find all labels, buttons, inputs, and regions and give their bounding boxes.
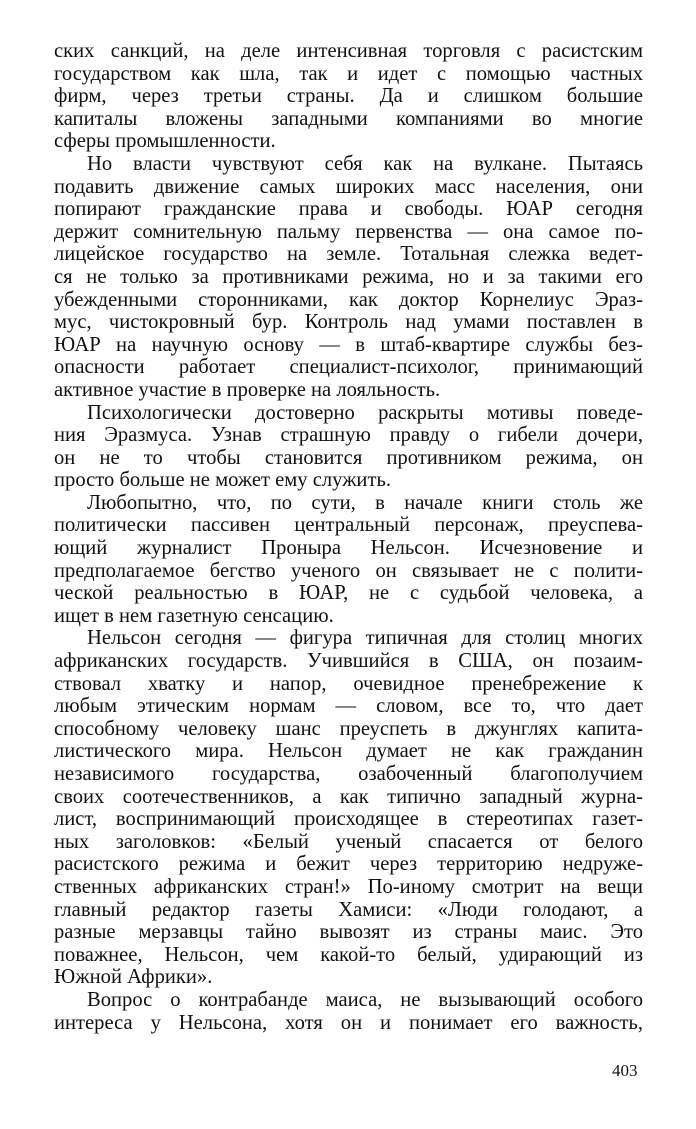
text-line: разные мерзавцы тайно вывозят из страны маис. Это bbox=[54, 921, 643, 944]
text-line: расистского режима и бежит через территорию недруже- bbox=[54, 853, 643, 876]
page-text bbox=[54, 40, 643, 1034]
text-line: своих соотечественников, а как типично западный журна- bbox=[54, 785, 643, 808]
paragraph bbox=[54, 402, 643, 492]
text-line: Нельсон сегодня — фигура типичная для столиц многих bbox=[87, 627, 643, 650]
text-line: предполагаемое бегство ученого он связывает не с полити- bbox=[54, 559, 643, 582]
text-line: лист, воспринимающий происходящее в стереотипах газет- bbox=[54, 808, 643, 831]
paragraph bbox=[54, 153, 643, 402]
text-line: Но власти чувствуют себя как на вулкане. Пытаясь bbox=[87, 152, 643, 175]
text-line: государством как шла, так и идет с помощью частных bbox=[54, 62, 643, 85]
text-line: независимого государства, озабоченный благополучием bbox=[54, 763, 643, 785]
text-line: просто больше не может ему служить. bbox=[54, 469, 391, 492]
text-line: фирм, через третьи страны. Да и слишком большие bbox=[54, 85, 643, 108]
text-line: способному человеку шанс преуспеть в джунглях капита- bbox=[54, 717, 643, 740]
text-line: поважнее, Нельсон, чем какой-то белый, удирающий из bbox=[54, 943, 643, 966]
paragraph bbox=[54, 989, 643, 1034]
text-line: попирают гражданские права и свободы. ЮАР сегодня bbox=[54, 198, 643, 221]
paragraph bbox=[54, 627, 643, 989]
text-line: Психологически достоверно раскрыты мотивы поведе- bbox=[87, 401, 643, 424]
text-line: листического мира. Нельсон думает не как гражданин bbox=[54, 740, 643, 763]
text-line: ющий журналист Проныра Нельсон. Исчезновение и bbox=[54, 537, 643, 560]
paragraph bbox=[54, 40, 643, 153]
text-line: подавить движение самых широких масс населения, они bbox=[54, 175, 643, 198]
text-line: Вопрос о контрабанде маиса, не вызывающий особого bbox=[87, 988, 643, 1011]
text-line: ся не только за противниками режима, но и за такими его bbox=[54, 265, 643, 288]
text-line: африканских государств. Учившийся в США, он позаим- bbox=[54, 650, 643, 673]
text-line: капиталы вложены западными компаниями во многие bbox=[54, 107, 643, 130]
text-line: главный редактор газеты Хамиси: «Люди голодают, а bbox=[54, 898, 643, 921]
text-line: Любопытно, что, по сути, в начале книги столь же bbox=[87, 491, 643, 514]
text-line: опасности работает специалист-психолог, принимающий bbox=[54, 356, 643, 379]
text-line: ствовал хватку и напор, очевидное пренебрежение к bbox=[54, 672, 643, 695]
text-line: ищет в нем газетную сенсацию. bbox=[54, 604, 334, 627]
text-line: мус, чистокровный бур. Контроль над умами поставлен в bbox=[54, 311, 643, 334]
text-line: ных заголовков: «Белый ученый спасается от белого bbox=[54, 830, 643, 853]
text-line: лицейское государство на земле. Тотальная слежка ведет- bbox=[54, 243, 643, 266]
paragraph bbox=[54, 492, 643, 628]
text-line: любым этическим нормам — словом, все то, что дает bbox=[54, 695, 643, 718]
text-line: сферы промышленности. bbox=[54, 130, 276, 153]
text-line: ческой реальностью в ЮАР, не с судьбой человека, а bbox=[54, 582, 643, 605]
text-line: активное участие в проверке на лояльность. bbox=[54, 378, 441, 401]
text-line: ЮАР на научную основу — в штаб-квартире службы без- bbox=[54, 333, 643, 356]
text-line: убежденными сторонниками, как доктор Корнелиус Эраз- bbox=[54, 288, 643, 311]
text-line: ских санкций, на деле интенсивная торговля с расистским bbox=[54, 40, 643, 62]
text-line: он не то чтобы становится противником режима, он bbox=[54, 446, 643, 469]
text-line: Южной Африки». bbox=[54, 966, 213, 989]
text-line: ственных африканских стран!» По-иному смотрит на вещи bbox=[54, 875, 643, 898]
text-line: интереса у Нельсона, хотя он и понимает его важность, bbox=[54, 1011, 643, 1034]
page-number: 403 bbox=[612, 1061, 638, 1080]
text-line: держит сомнительную пальму первенства — она самое по- bbox=[54, 220, 643, 243]
text-line: ния Эразмуса. Узнав страшную правду о гибели дочери, bbox=[54, 424, 643, 447]
text-line: политически пассивен центральный персонаж, преуспева- bbox=[54, 514, 643, 537]
